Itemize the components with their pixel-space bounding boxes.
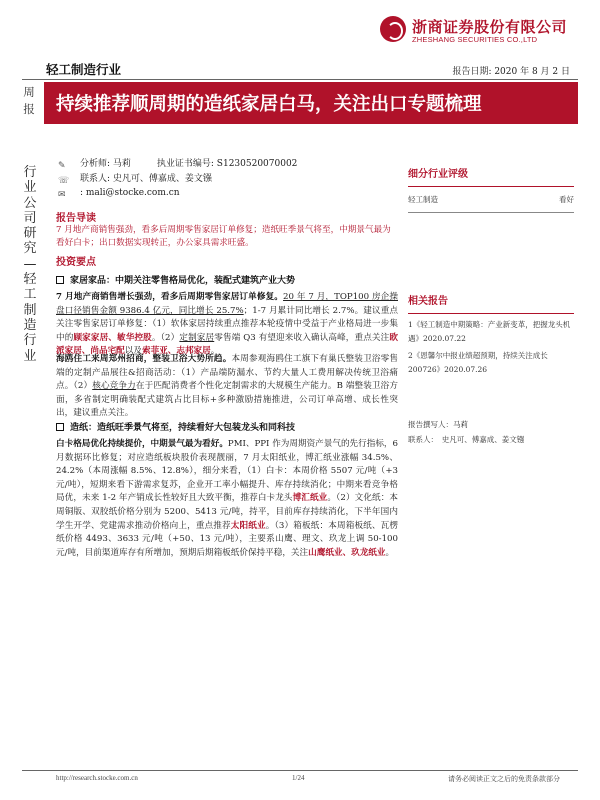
key-points-heading: 投资要点 xyxy=(56,257,96,268)
logo-mark-icon xyxy=(380,16,406,42)
square-bullet-icon xyxy=(56,276,64,284)
home-section-heading: 家居家品：中期关注零售格局优化，装配式建筑产业大势 xyxy=(56,273,398,286)
related-item[interactable]: 2《恩馨尔中报业绩超预期，持续关注成长 200726》2020.07.26 xyxy=(408,351,548,374)
phone-icon: ☏ xyxy=(58,175,70,186)
rating-box xyxy=(408,165,574,213)
contacts: 联系人: 史凡可、傅嘉成、姜文镪 xyxy=(80,173,212,184)
cert-number: 执业证书编号: S1230520070002 xyxy=(156,159,298,169)
rating-heading: 细分行业评级 xyxy=(408,169,468,180)
footer-url[interactable]: http://research.stocke.com.cn xyxy=(56,774,138,782)
square-bullet-icon xyxy=(56,423,64,431)
rating-value: 看好 xyxy=(559,195,574,204)
analyst-row xyxy=(58,157,297,172)
related-divider xyxy=(408,313,574,314)
report-type-label: 周报 xyxy=(23,85,35,116)
report-date: 报告日期: 2020 年 8 月 2 日 xyxy=(452,67,570,77)
paper-section-heading: 造纸：造纸旺季景气将至，持续看好大包装龙头和同科技 xyxy=(56,420,398,433)
home-paragraph-1: 7 月地产商销售增长强劲，看多后周期零售家居订单修复。20 年 7 月，TOP100 房企操盘口径销售金额 9386.4 亿元，同比增长 25.7%；1-7 月累计同比增长 2.7%。建议重点关注零售家居订单修复：（1）软体家居持续重点推荐本轮疫情中受益于产业格局进一步集中的顾家家居、敏华控股。（2）定制家居零售端 Q3 有望迎来收入确认高峰，重点关注欧派家居、尚品宅配以及索菲亚、志邦家居。 xyxy=(56,292,398,357)
email-icon: ✉ xyxy=(58,190,66,200)
rating-divider xyxy=(408,186,574,187)
page-title: 持续推荐顺周期的造纸家居白马，关注出口专题梳理 xyxy=(56,94,482,115)
intro-heading: 报告导读 xyxy=(56,213,96,224)
sidebar-author: 报告撰写人：马莉 xyxy=(408,420,468,429)
author-meta xyxy=(58,157,297,201)
contacts-row xyxy=(58,172,297,187)
company-logo xyxy=(380,14,570,48)
related-heading: 相关报告 xyxy=(408,296,448,307)
logo-company-name: 浙商证券股份有限公司 xyxy=(412,18,568,36)
logo-company-name-en: ZHESHANG SECURITIES CO.,LTD xyxy=(412,35,538,44)
rating-row xyxy=(408,194,574,205)
sidebar-contacts: 联系人： 史凡可、傅嘉成、姜文镪 xyxy=(408,435,525,444)
email-address[interactable]: : mali@stocke.com.cn xyxy=(80,188,180,198)
email-row xyxy=(58,186,297,201)
page-number: 1/24 xyxy=(292,774,305,782)
rating-bottom-divider xyxy=(408,212,574,213)
related-list xyxy=(408,318,574,376)
title-banner xyxy=(44,82,578,124)
related-item[interactable]: 1《轻工制造中期策略：产业新变革，把握龙头机遇》2020.07.22 xyxy=(408,320,571,343)
vertical-section-label: 行业公司研究—轻工制造行业 xyxy=(23,165,37,364)
author-box xyxy=(408,418,574,446)
related-reports xyxy=(408,292,574,376)
rating-industry: 轻工制造 xyxy=(408,195,438,204)
home-paragraph-2: 海鸥住工来周郑州招商，整装卫浴大势所趋。本周参观海鸥住工旗下有巢氏整装卫浴零售端的定制产品展往&招商活动：（1）产品端防漏水、节约大量人工费用解决传统卫浴痛点。（2）核心竞争力在于匹配消费者个性化定制需求的大规模生产能力。B 端整装卫浴方面，多省制定明确装配式建筑占比目标+多种激励措施推进，公司订单高增、成长性突出，建议重点关注。 xyxy=(56,354,398,419)
header-divider xyxy=(22,79,578,80)
industry-tag: 轻工制造行业 xyxy=(46,62,122,77)
paper-paragraph-1: 白卡格局优化持续提价，中期景气最为看好。PMI、PPI 作为周期资产景气的先行指标，6 月数据环比修复；对应造纸板块股价表现靓丽，7 月太阳纸业，博汇纸业涨幅 34.5%、24.2%（本周涨幅 8.5%、12.8%），细分来看，（1）白卡：本周价格 5507 元/吨（+3 元/吨），短期来看下游需求复苏，企业开工率小幅提升、库存持续消化；中期来看竞争格局优，未来 1-2 年产销成长性较好且大致平衡，推荐白卡龙头博汇纸业。（2）文化纸：本周铜版、双胶纸价格分别为 5200、5413 元/吨，持平，目前库存持续消化，下半年国内学生开学、党建需求推动价格向上，重点推荐太阳纸业。（3）箱板纸：本周箱板纸、瓦楞纸价格 4493、3633 元/吨（+50、13 元/吨），主要系山鹰、理文、玖龙上调 50-100 元/吨，目前渠道库存有所增加，预期后期箱板纸价保持平稳，关注山鹰纸业、玖龙纸业。 xyxy=(56,439,398,558)
footer-disclaimer: 请务必阅读正文之后的免责条款部分 xyxy=(448,775,560,783)
intro-text: 7 月地产商销售强劲，看多后周期零售家居订单修复；造纸旺季景气将至，中期景气最为看好白卡；出口数据实现转正，办公家具需求旺盛。 xyxy=(56,225,391,248)
person-icon: ✎ xyxy=(58,161,66,171)
footer-divider xyxy=(22,770,578,771)
analyst-name: 分析师: 马莉 xyxy=(80,159,131,169)
